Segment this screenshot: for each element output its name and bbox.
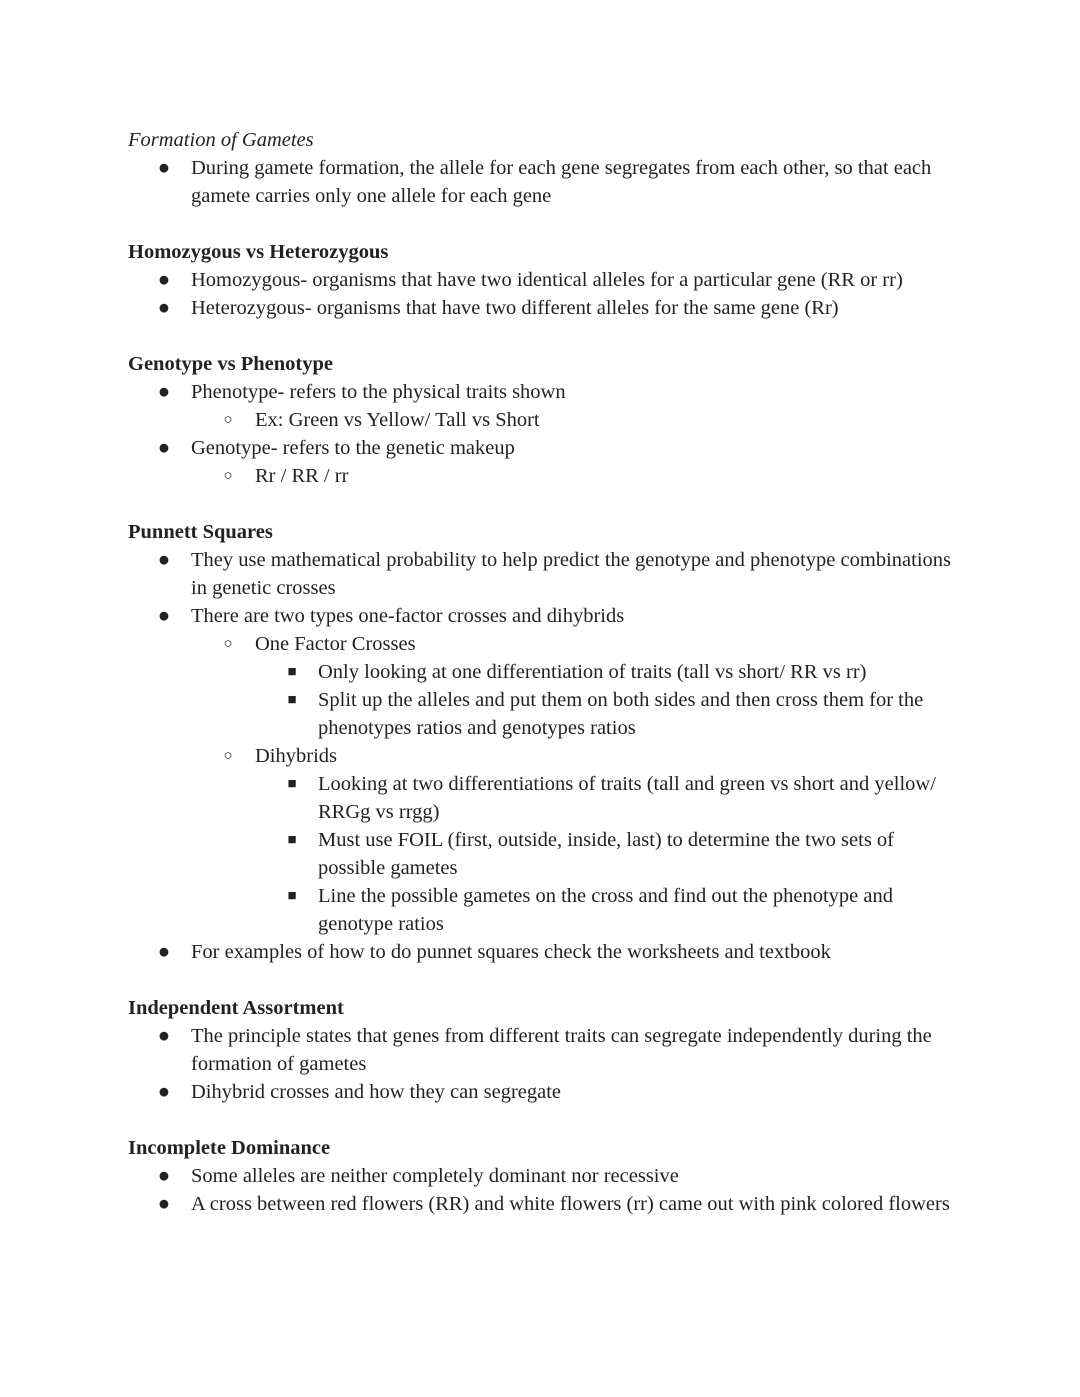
section-independent-assortment xyxy=(128,994,958,1106)
bullet-dot-icon: ● xyxy=(157,157,171,179)
bullet-list xyxy=(128,1162,958,1218)
list-item: ● During gamete formation, the allele for each gene segregates from each other, so that each gamete carries only one allele for each gene xyxy=(128,154,958,210)
sub-bullet-list xyxy=(191,630,958,938)
list-item: ● Homozygous- organisms that have two identical alleles for a particular gene (RR or rr) xyxy=(128,266,958,294)
section-formation-of-gametes xyxy=(128,126,958,210)
list-item: ● A cross between red flowers (RR) and white flowers (rr) came out with pink colored flowers xyxy=(128,1190,958,1218)
bullet-dot-icon: ● xyxy=(157,381,171,403)
list-item: ● Some alleles are neither completely dominant nor recessive xyxy=(128,1162,958,1190)
document-page xyxy=(128,126,958,1218)
sub-bullet-list xyxy=(191,462,958,490)
bullet-dot-icon: ● xyxy=(157,1165,171,1187)
section-incomplete-dominance xyxy=(128,1134,958,1218)
bullet-dot-icon: ● xyxy=(157,941,171,963)
bullet-circle-icon: ○ xyxy=(223,412,233,428)
list-item: ● Heterozygous- organisms that have two different alleles for the same gene (Rr) xyxy=(128,294,958,322)
section-punnett-squares xyxy=(128,518,958,966)
bullet-dot-icon: ● xyxy=(157,1081,171,1103)
list-item: ■ Only looking at one differentiation of traits (tall vs short/ RR vs rr) xyxy=(255,658,958,686)
bullet-dot-icon: ● xyxy=(157,269,171,291)
list-item: ■ Line the possible gametes on the cross and find out the phenotype and genotype ratios xyxy=(255,882,958,938)
section-heading: Incomplete Dominance xyxy=(128,1137,331,1159)
section-heading: Genotype vs Phenotype xyxy=(128,353,333,375)
list-item: ○ One Factor Crosses ■ Only looking at one differentiation of traits (tall vs short/ RR vs rr) ■ Split up the alleles and put them on both sides and then cross them for the phenotypes ratios and genotypes ratios xyxy=(191,630,958,742)
list-item: ● Phenotype- refers to the physical traits shown ○ Ex: Green vs Yellow/ Tall vs Short xyxy=(128,378,958,434)
bullet-dot-icon: ● xyxy=(157,549,171,571)
bullet-list xyxy=(128,546,958,966)
bullet-list xyxy=(128,266,958,322)
list-item: ● For examples of how to do punnet squares check the worksheets and textbook xyxy=(128,938,958,966)
bullet-square-icon: ■ xyxy=(287,888,297,904)
list-item: ○ Ex: Green vs Yellow/ Tall vs Short xyxy=(191,406,958,434)
bullet-circle-icon: ○ xyxy=(223,468,233,484)
bullet-circle-icon: ○ xyxy=(223,636,233,652)
sub-bullet-list xyxy=(191,406,958,434)
section-heading: Independent Assortment xyxy=(128,997,344,1019)
bullet-list xyxy=(128,154,958,210)
sub-sub-bullet-list xyxy=(255,658,958,742)
list-item: ● The principle states that genes from different traits can segregate independently during the formation of gametes xyxy=(128,1022,958,1078)
bullet-dot-icon: ● xyxy=(157,605,171,627)
list-item: ● Genotype- refers to the genetic makeup ○ Rr / RR / rr xyxy=(128,434,958,490)
list-item: ■ Looking at two differentiations of traits (tall and green vs short and yellow/ RRGg vs rrgg) xyxy=(255,770,958,826)
sub-sub-bullet-list xyxy=(255,770,958,938)
bullet-square-icon: ■ xyxy=(287,692,297,708)
bullet-dot-icon: ● xyxy=(157,297,171,319)
bullet-list xyxy=(128,378,958,490)
section-heading: Formation of Gametes xyxy=(128,129,314,151)
bullet-square-icon: ■ xyxy=(287,664,297,680)
bullet-square-icon: ■ xyxy=(287,832,297,848)
list-item: ○ Dihybrids ■ Looking at two differentiations of traits (tall and green vs short and yellow/ RRGg vs rrgg) ■ Must use FOIL (first, outside, inside, last) to determine the two sets of possible gametes ■ Line the possible gametes on the cross and find out the phenotype and genotype ratios xyxy=(191,742,958,938)
bullet-list xyxy=(128,1022,958,1106)
bullet-square-icon: ■ xyxy=(287,776,297,792)
bullet-dot-icon: ● xyxy=(157,437,171,459)
list-item: ● They use mathematical probability to help predict the genotype and phenotype combinations in genetic crosses xyxy=(128,546,958,602)
list-item: ● Dihybrid crosses and how they can segregate xyxy=(128,1078,958,1106)
bullet-dot-icon: ● xyxy=(157,1025,171,1047)
section-homozygous-vs-heterozygous xyxy=(128,238,958,322)
list-item: ● There are two types one-factor crosses and dihybrids ○ One Factor Crosses ■ Only looking at one differentiation of traits (tall vs short/ RR vs rr) ■ Split up the alleles and put them on both sides and then cross them for the phenotypes ratios and genotypes ratios ○ Dihybrids ■ Looking at two differentiations of traits (tall and green vs short and yellow/ RRGg vs rrgg) ■ Must use FOIL (first, outside, inside, last) to determine the two sets of possible gametes ■ Line the possible gametes on the cross and find out the phenotype and genotype ratios xyxy=(128,602,958,938)
section-heading: Punnett Squares xyxy=(128,521,273,543)
section-heading: Homozygous vs Heterozygous xyxy=(128,241,389,263)
bullet-dot-icon: ● xyxy=(157,1193,171,1215)
section-genotype-vs-phenotype xyxy=(128,350,958,490)
list-item: ■ Must use FOIL (first, outside, inside, last) to determine the two sets of possible gametes xyxy=(255,826,958,882)
list-item: ■ Split up the alleles and put them on both sides and then cross them for the phenotypes ratios and genotypes ratios xyxy=(255,686,958,742)
list-item: ○ Rr / RR / rr xyxy=(191,462,958,490)
bullet-circle-icon: ○ xyxy=(223,748,233,764)
